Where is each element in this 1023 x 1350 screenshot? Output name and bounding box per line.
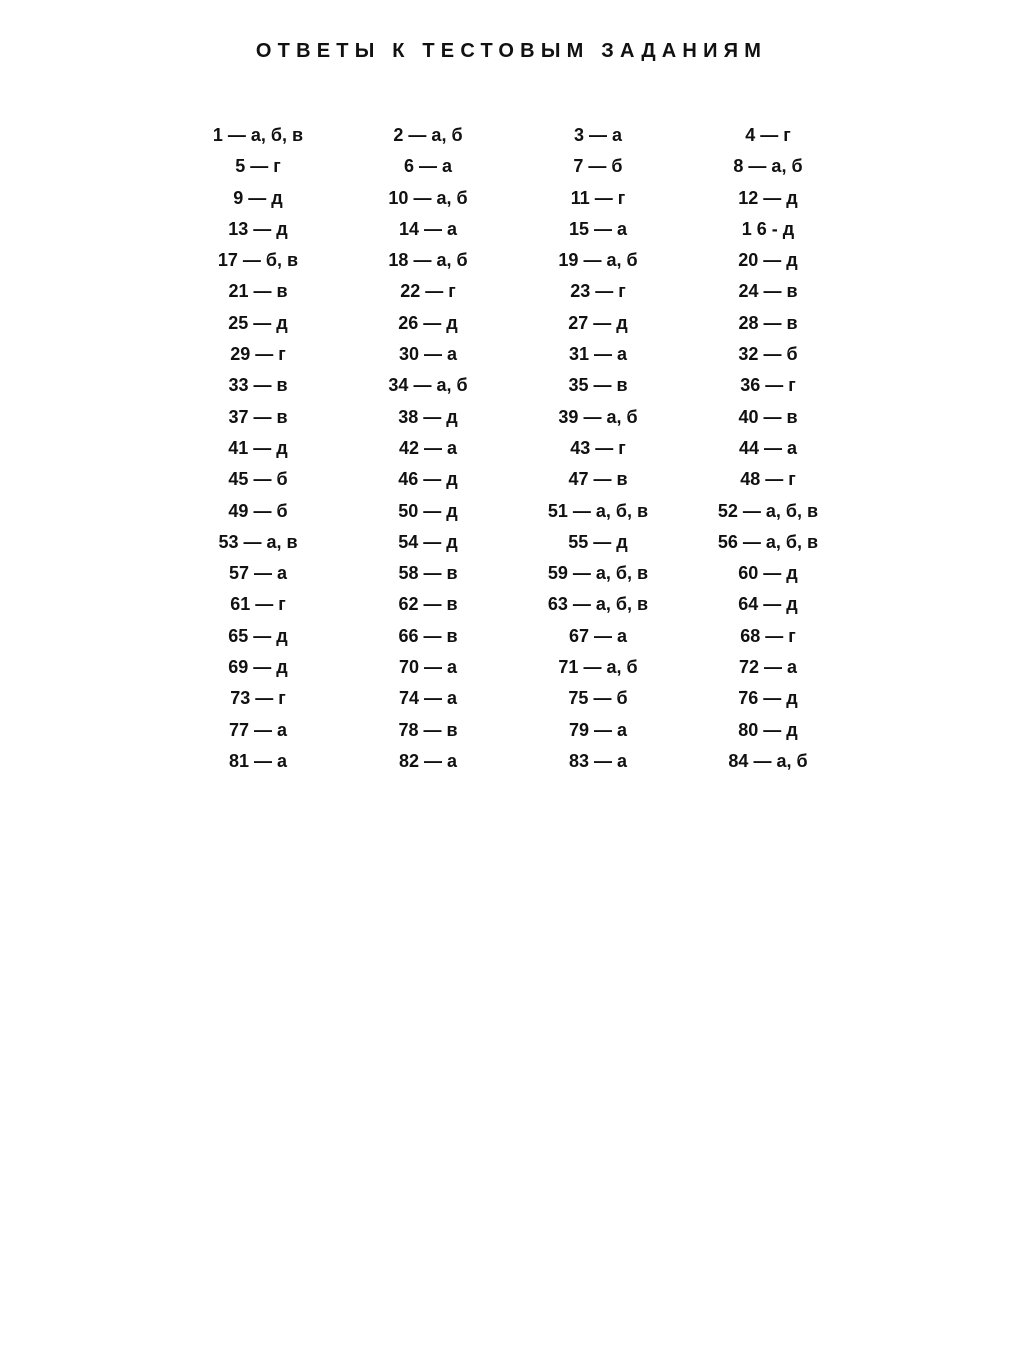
answer-item: 30 — а — [398, 344, 458, 365]
answer-item: 54 — д — [398, 531, 458, 552]
answer-item: 19 — а, б — [558, 250, 638, 271]
answer-item: 35 — в — [568, 375, 628, 396]
answer-item: 53 — а, в — [218, 531, 298, 552]
answer-item: 22 — г — [400, 281, 456, 302]
answer-item: 79 — а — [568, 719, 628, 740]
answer-item: 44 — а — [738, 437, 798, 458]
answer-item: 57 — а — [228, 563, 288, 584]
answer-item: 9 — д — [233, 187, 283, 208]
answer-item: 65 — д — [228, 625, 288, 646]
answer-item: 60 — д — [738, 563, 798, 584]
answer-item: 38 — д — [398, 406, 458, 427]
answer-item: 3 — а — [573, 125, 623, 145]
answer-item: 46 — д — [398, 469, 458, 490]
answer-item: 26 — д — [398, 312, 458, 333]
answer-item: 70 — а — [398, 657, 458, 678]
answer-item: 52 — а, б, в — [717, 500, 819, 521]
answer-item: 28 — в — [738, 312, 798, 333]
answer-item: 83 — а — [568, 750, 628, 771]
answer-item: 13 — д — [228, 218, 288, 239]
answer-item: 67 — а — [568, 625, 628, 646]
answer-item: 23 — г — [570, 281, 626, 302]
answer-item: 73 — г — [230, 688, 286, 709]
answers-grid — [173, 120, 853, 777]
answer-item: 34 — а, б — [388, 375, 468, 396]
answer-item: 4 — г — [745, 125, 791, 145]
answer-item: 1 6 - д — [741, 218, 795, 239]
answer-item: 27 — д — [568, 312, 628, 333]
answer-item: 1 — а, б, в — [212, 125, 304, 145]
answer-item: 31 — а — [568, 344, 628, 365]
answer-item: 48 — г — [740, 469, 796, 490]
answer-item: 21 — в — [228, 281, 288, 302]
answer-item: 5 — г — [235, 156, 281, 177]
answer-item: 40 — в — [738, 406, 798, 427]
answer-item: 75 — б — [568, 688, 628, 709]
answer-item: 76 — д — [738, 688, 798, 709]
answer-item: 8 — а, б — [733, 156, 803, 177]
answer-item: 64 — д — [738, 594, 798, 615]
answer-item: 2 — а, б — [393, 125, 463, 145]
answer-item: 82 — а — [398, 750, 458, 771]
answer-item: 49 — б — [228, 500, 288, 521]
answer-item: 17 — б, в — [217, 250, 299, 271]
answer-item: 33 — в — [228, 375, 288, 396]
answer-item: 71 — а, б — [558, 657, 638, 678]
answer-item: 25 — д — [228, 312, 288, 333]
answer-item: 10 — а, б — [388, 187, 468, 208]
answer-item: 24 — в — [738, 281, 798, 302]
answer-item: 6 — а — [403, 156, 453, 177]
answer-item: 42 — а — [398, 437, 458, 458]
answer-item: 32 — б — [738, 344, 798, 365]
answer-item: 61 — г — [230, 594, 286, 615]
answer-item: 43 — г — [570, 437, 626, 458]
answer-item: 39 — а, б — [558, 406, 638, 427]
answer-item: 11 — г — [570, 187, 626, 208]
answer-item: 80 — д — [738, 719, 798, 740]
answer-item: 84 — а, б — [728, 750, 808, 771]
answer-item: 45 — б — [228, 469, 288, 490]
answer-item: 51 — а, б, в — [547, 500, 649, 521]
answer-item: 7 — б — [573, 156, 623, 177]
answer-item: 20 — д — [738, 250, 798, 271]
answer-item: 69 — д — [228, 657, 288, 678]
answer-item: 50 — д — [398, 500, 458, 521]
answer-item: 78 — в — [398, 719, 458, 740]
page-title: ОТВЕТЫ К ТЕСТОВЫМ ЗАДАНИЯМ — [255, 40, 768, 62]
answer-item: 77 — а — [228, 719, 288, 740]
answer-item: 15 — а — [568, 218, 628, 239]
answer-item: 41 — д — [228, 437, 288, 458]
answer-item: 81 — а — [228, 750, 288, 771]
answer-item: 36 — г — [740, 375, 796, 396]
answer-item: 63 — а, б, в — [547, 594, 649, 615]
answer-item: 59 — а, б, в — [547, 563, 649, 584]
answer-item: 47 — в — [568, 469, 628, 490]
answer-item: 55 — д — [568, 531, 628, 552]
answer-item: 12 — д — [738, 187, 798, 208]
answer-item: 74 — а — [398, 688, 458, 709]
answer-item: 58 — в — [398, 563, 458, 584]
answer-item: 66 — в — [398, 625, 458, 646]
answer-item: 72 — а — [738, 657, 798, 678]
answer-item: 37 — в — [228, 406, 288, 427]
answer-item: 56 — а, б, в — [717, 531, 819, 552]
answer-item: 18 — а, б — [388, 250, 468, 271]
answer-item: 14 — а — [398, 218, 458, 239]
answer-item: 29 — г — [230, 344, 286, 365]
answer-item: 62 — в — [398, 594, 458, 615]
answer-item: 68 — г — [740, 625, 796, 646]
